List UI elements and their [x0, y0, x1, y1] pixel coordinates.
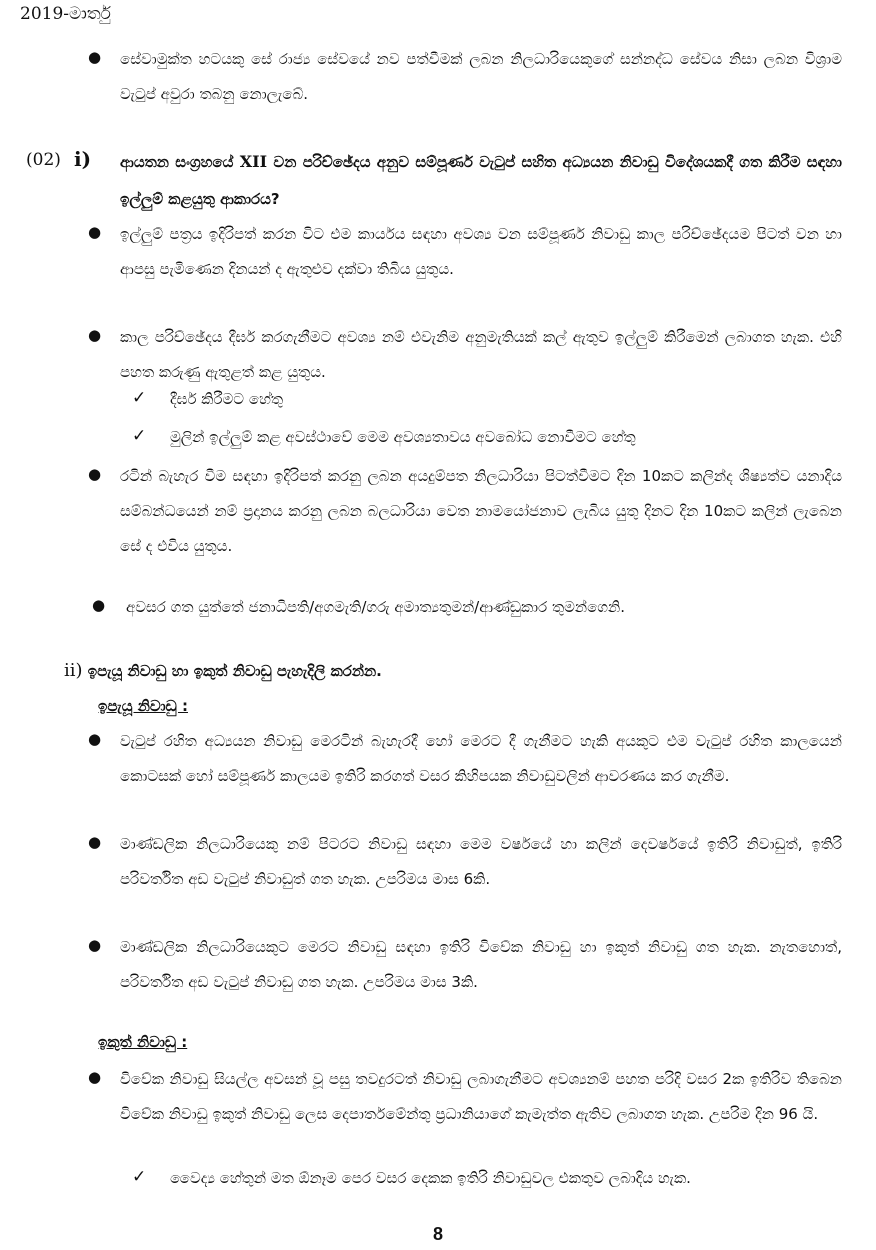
bullet-icon: ● — [88, 833, 102, 851]
lapsed-leave-heading: ඉකුත් නිවාඩු : — [98, 1033, 188, 1051]
bullet-icon: ● — [92, 596, 106, 614]
bullet-icon: ● — [88, 223, 102, 241]
checkmark-icon: ✓ — [132, 1167, 147, 1187]
bullet-paragraph: කාල පරිච්ඡේදය දීර්ඝ කරගැනීමට අවශ්‍ය නම් එවැනිම අනුමැතියක් කල් ඇතුව ඉල්ලුම් කිරීමෙන් ලබාගත හැක. එහි පහත කරුණු ඇතුළත් කළ යුතුය. — [120, 328, 842, 381]
bullet-paragraph: අවසර ගත යුත්තේ ජනාධිපති/අගමැති/ගරු අමාත්‍යතුමන්/ආණ්ඩුකාර තුමන්ගෙනි. — [126, 598, 625, 616]
page-number: 8 — [432, 1224, 443, 1244]
part-ii-heading: ii) ඉපැයූ නිවාඩු හා ඉකුත් නිවාඩු පැහැදිලි කරන්න. — [64, 660, 382, 681]
bullet-icon: ● — [88, 326, 102, 344]
bullet-paragraph: රටින් බැහැර වීම සඳහා ඉදිරිපත් කරනු ලබන අයදුම්පත නිලධාරියා පිටත්වීමට දින 10කට කලින්ද ශිෂ්‍යත්ව යනාදිය සම්බන්ධයෙන් නම් ප්‍රදානය කරනු ලබන බලධාරියා වෙත නාමයෝජනාව ලැබිය යුතු දිනට දින 10කට කලින් ලැබෙන සේ ද එවිය යුතුය. — [120, 467, 842, 555]
bullet-icon: ● — [88, 1068, 102, 1086]
bullet-paragraph: ඉල්ලුම් පත්‍රය ඉදිරිපත් කරන විට එම කාර්යය සඳහා අවශ්‍ය වන සම්පූර්ණ නිවාඩු කාල පරිච්ඡේදයම පිටත් වන හා ආපසු පැමිණෙන දිනයන් ද ඇතුළුව දක්වා තිබිය යුතුය. — [120, 225, 842, 278]
earned-leave-heading: ඉපැයූ නිවාඩු : — [98, 697, 188, 715]
part-i-title: ආයතන සංග්‍රහයේ XII වන පරිච්ඡේදය අනුව සම්පූර්ණ වැටුප් සහිත අධ්‍යයන නිවාඩු විදේශයකදී ගත කිරීම සඳහා ඉල්ලුම් කළයුතු ආකාරය? — [120, 152, 842, 208]
question-number: (02) — [26, 150, 61, 170]
checkmark-icon: ✓ — [132, 426, 147, 446]
check-item: මුලින් ඉල්ලුම් කළ අවස්ථාවේ මෙම අවශ්‍යතාවය අවබෝධ නොවීමට හේතු — [170, 428, 636, 446]
part-i-label: i) — [74, 147, 92, 171]
intro-paragraph: සේවාමුක්ත හටයකු සේ රාජ්‍ය සේවයේ නව පත්වීමක් ලබන නිලධාරියෙකුගේ සන්නද්ධ සේවය නිසා ලබන විශ්‍රාම වැටුප් අවුරා තබනු නොලැබේ. — [120, 50, 842, 103]
check-item: වෛද්‍ය හේතුන් මත ඕනෑම පෙර වසර දෙකක ඉතිරි නිවාඩුවල එකතුව ලබාදිය හැක. — [170, 1169, 691, 1187]
bullet-icon: ● — [88, 465, 102, 483]
bullet-paragraph: මාණ්ඩලික නිලධාරියෙකුට මෙරට නිවාඩු සඳහා ඉතිරි විවේක නිවාඩු හා ඉකුත් නිවාඩු ගත හැක. නැතහොත්, පරිවර්තිත අඩ වැටුප් නිවාඩු ගත හැක. උපරිමය මාස 3කි. — [120, 938, 842, 991]
check-item: දීර්ඝ කිරීමට හේතු — [170, 390, 284, 408]
bullet-icon: ● — [88, 730, 102, 748]
page-header-date: 2019-මාර්තු — [20, 4, 111, 24]
bullet-icon: ● — [88, 936, 102, 954]
bullet-paragraph: මාණ්ඩලික නිලධාරියෙකු නම් පිටරට නිවාඩු සඳහා මෙම වර්ෂයේ හා කලින් දෙවර්ෂයේ ඉතිරි නිවාඩුත්, ඉතිරි පරිවර්තිත අඩ වැටුප් නිවාඩුත් ගත හැක. උපරිමය මාස 6කි. — [120, 835, 842, 888]
checkmark-icon: ✓ — [132, 388, 147, 408]
bullet-paragraph: විවේක නිවාඩු සියල්ල අවසන් වූ පසු තවදුරටත් නිවාඩු ලබාගැනීමට අවශ්‍යනම් පහත පරිදි වසර 2ක ඉතිරිව තිබෙන විවේක නිවාඩු ඉකුත් නිවාඩු ලෙස දෙපාර්තමේන්තු ප්‍රධානියාගේ කැමැත්ත ඇතිව ලබාගත හැක. උපරිම දින 96 යි. — [120, 1070, 842, 1123]
bullet-paragraph: වැටුප් රහිත අධ්‍යයන නිවාඩු මෙරටින් බැහැරදී හෝ මෙරට දී ගැනීමට හැකි අයකුට එම වැටුප් රහිත කාලයෙන් කොටසක් හෝ සම්පූර්ණ කාලයම ඉතිරි කරගත් වසර කිහිපයක නිවාඩුවලින් ආවරණය කර ගැනීම. — [120, 732, 842, 785]
bullet-icon: ● — [88, 48, 102, 66]
